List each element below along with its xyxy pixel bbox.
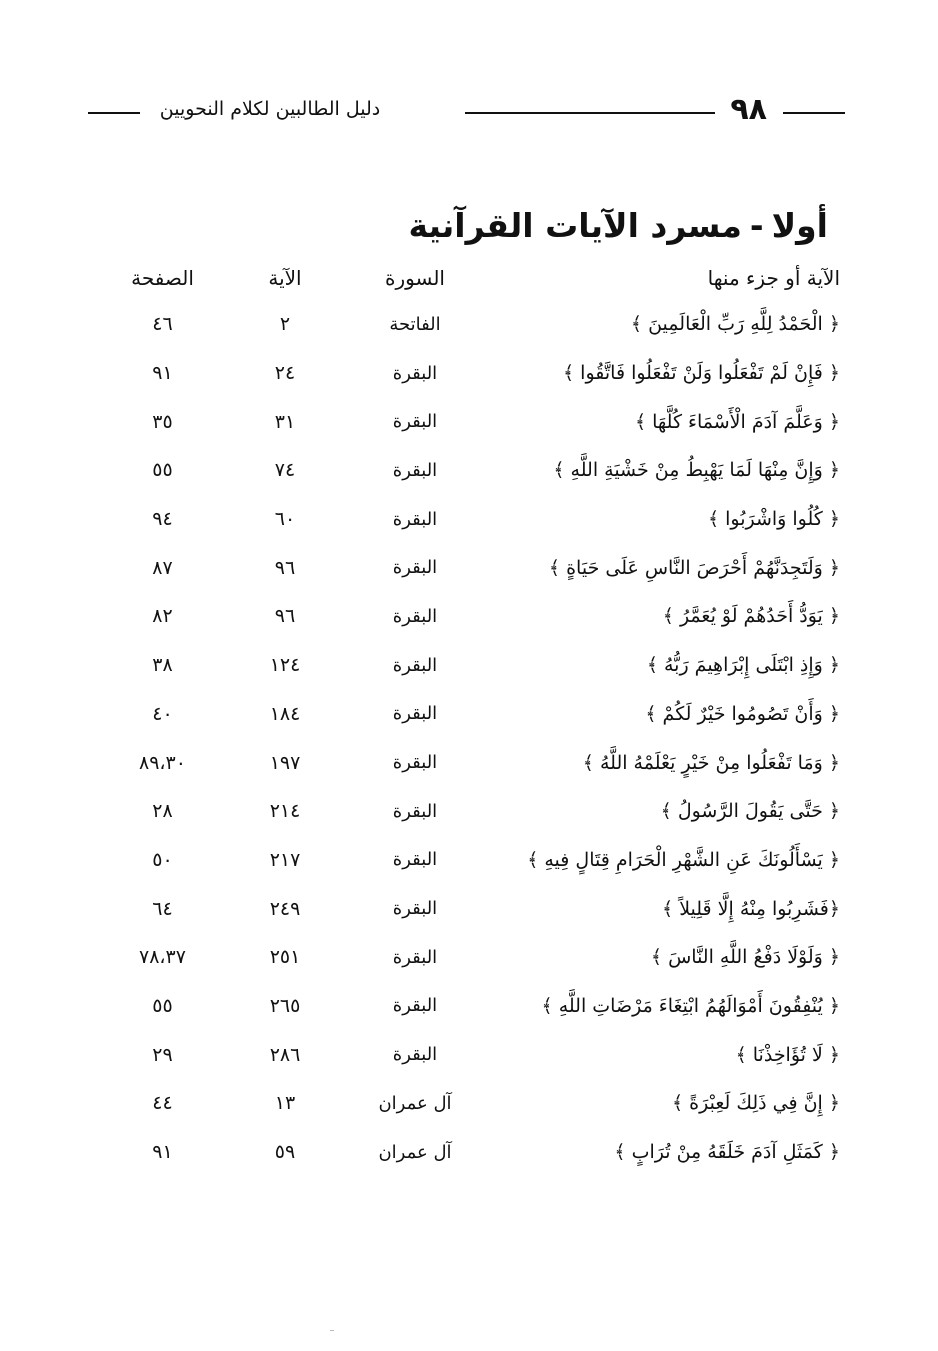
surah-cell: آل عمران [378, 1092, 452, 1114]
verse-index-table [100, 256, 840, 1176]
header-rule-right [783, 112, 845, 114]
page-number-cell: ٨٢ [152, 605, 173, 628]
table-row [100, 592, 840, 641]
page-number-cell: ٦٤ [152, 897, 173, 920]
section-separator: - [749, 206, 764, 245]
aya-number-cell: ١٣ [274, 1092, 296, 1115]
aya-number-cell: ٥٩ [274, 1141, 296, 1164]
column-header-surah: السورة [385, 266, 445, 290]
page-number-cell: ٧٨،٣٧ [139, 946, 186, 969]
running-header [88, 90, 845, 130]
surah-cell: البقرة [392, 898, 438, 920]
surah-cell: البقرة [392, 557, 438, 579]
aya-number-cell: ٧٤ [274, 459, 296, 482]
aya-number-cell: ٩٦ [274, 605, 296, 628]
page-number-cell: ٨٩،٣٠ [139, 751, 186, 774]
surah-cell: البقرة [392, 459, 438, 481]
aya-number-cell: ١٨٤ [269, 702, 301, 725]
table-row [100, 836, 840, 885]
verse-cell: ﴿ لَا تُؤَاخِذْنَا ﴾ [735, 1043, 840, 1066]
section-heading [408, 200, 828, 252]
column-header-aya: الآية [268, 266, 302, 290]
page-number-cell: ٩١ [152, 1141, 173, 1164]
table-row [100, 446, 840, 495]
verse-cell: ﴿ حَتَّى يَقُولَ الرَّسُولُ ﴾ [660, 800, 840, 823]
verse-cell: ﴿ يَوَدُّ أَحَدُهُمْ لَوْ يُعَمَّرُ ﴾ [662, 605, 840, 628]
verse-cell: ﴿ كُلُوا وَاشْرَبُوا ﴾ [707, 508, 840, 531]
aya-number-cell: ٢١٤ [269, 800, 301, 823]
page-number-cell: ٥٥ [152, 994, 173, 1017]
surah-cell: البقرة [392, 849, 438, 871]
page-number-cell: ٤٠ [152, 702, 173, 725]
surah-cell: البقرة [392, 508, 438, 530]
footer-mark [330, 1330, 334, 1331]
table-row [100, 933, 840, 982]
aya-number-cell: ٢٤٩ [269, 897, 301, 920]
verse-cell: ﴿ وَلَوْلَا دَفْعُ اللَّهِ النَّاسَ ﴾ [650, 946, 840, 969]
verse-cell: ﴿ وَإِذِ ابْتَلَى إِبْرَاهِيمَ رَبُّهُ ﴾ [646, 654, 840, 677]
table-row [100, 1079, 840, 1128]
table-row [100, 495, 840, 544]
aya-number-cell: ٣١ [274, 410, 296, 433]
header-rule-middle [465, 112, 715, 114]
table-row [100, 1030, 840, 1079]
surah-cell: البقرة [392, 995, 438, 1017]
verse-cell: ﴿ وَإِنَّ مِنْهَا لَمَا يَهْبِطُ مِنْ خَشْيَةِ اللَّهِ ﴾ [553, 459, 840, 482]
surah-cell: البقرة [392, 411, 438, 433]
page-number: ٩٨ [730, 92, 767, 127]
aya-number-cell: ٩٦ [274, 556, 296, 579]
table-row [100, 397, 840, 446]
aya-number-cell: ٢٨٦ [269, 1043, 301, 1066]
section-number: أولا [771, 206, 828, 245]
table-row [100, 982, 840, 1031]
table-row [100, 738, 840, 787]
table-row [100, 300, 840, 349]
page-number-cell: ٩٤ [152, 508, 173, 531]
aya-number-cell: ٦٠ [274, 508, 296, 531]
table-row [100, 884, 840, 933]
verse-cell: ﴿ فَإِنْ لَمْ تَفْعَلُوا وَلَنْ تَفْعَلُوا فَاتَّقُوا ﴾ [563, 362, 840, 385]
aya-number-cell: ٢ [279, 313, 291, 336]
table-row [100, 349, 840, 398]
page-number-cell: ٥٠ [152, 848, 173, 871]
surah-cell: البقرة [392, 946, 438, 968]
verse-cell: ﴿ يَسْأَلُونَكَ عَنِ الشَّهْرِ الْحَرَامِ قِتَالٍ فِيهِ ﴾ [527, 848, 840, 871]
page-number-cell: ٣٥ [152, 410, 173, 433]
surah-cell: البقرة [392, 1044, 438, 1066]
section-title: مسرد الآيات القرآنية [408, 206, 742, 245]
aya-number-cell: ٢١٧ [269, 848, 301, 871]
table-row [100, 1128, 840, 1177]
header-rule-left [88, 112, 140, 114]
page-number-cell: ٩١ [152, 362, 173, 385]
verse-cell: ﴿ وَمَا تَفْعَلُوا مِنْ خَيْرٍ يَعْلَمْهُ اللَّهُ ﴾ [582, 751, 840, 774]
surah-cell: البقرة [392, 703, 438, 725]
surah-cell: البقرة [392, 654, 438, 676]
table-row [100, 690, 840, 739]
page-number-cell: ٢٩ [152, 1043, 173, 1066]
page-number-cell: ٤٦ [152, 313, 173, 336]
verse-cell: ﴿ يُنْفِقُونَ أَمْوَالَهُمُ ابْتِغَاءَ مَرْضَاتِ اللَّهِ ﴾ [541, 994, 840, 1017]
page-number-cell: ٨٧ [152, 556, 173, 579]
table-row [100, 543, 840, 592]
aya-number-cell: ٢٥١ [269, 946, 301, 969]
page-number-cell: ٢٨ [152, 800, 173, 823]
surah-cell: البقرة [392, 752, 438, 774]
surah-cell: البقرة [392, 800, 438, 822]
verse-cell: ﴿فَشَرِبُوا مِنْهُ إِلَّا قَلِيلاً ﴾ [662, 897, 840, 920]
aya-number-cell: ٢٦٥ [269, 994, 301, 1017]
table-row [100, 787, 840, 836]
aya-number-cell: ١٩٧ [269, 751, 301, 774]
page-number-cell: ٤٤ [152, 1092, 173, 1115]
table-body [100, 300, 840, 1176]
verse-cell: ﴿ كَمَثَلِ آدَمَ خَلَقَهُ مِنْ تُرَابٍ ﴾ [614, 1141, 840, 1164]
table-header-row [100, 256, 840, 300]
surah-cell: البقرة [392, 362, 438, 384]
page-number-cell: ٣٨ [152, 654, 173, 677]
book-title: دليل الطالبين لكلام النحويين [159, 98, 381, 120]
surah-cell: البقرة [392, 605, 438, 627]
verse-cell: ﴿ وَلَتَجِدَنَّهُمْ أَحْرَصَ النَّاسِ عَلَى حَيَاةٍ ﴾ [548, 556, 840, 579]
verse-cell: ﴿ الْحَمْدُ لِلَّهِ رَبِّ الْعَالَمِينَ ﴾ [630, 313, 840, 336]
verse-cell: ﴿ إِنَّ فِي ذَلِكَ لَعِبْرَةً ﴾ [671, 1092, 840, 1115]
aya-number-cell: ٢٤ [274, 362, 296, 385]
column-header-verse: الآية أو جزء منها [707, 266, 840, 290]
page-number-cell: ٥٥ [152, 459, 173, 482]
verse-cell: ﴿ وَعَلَّمَ آدَمَ الْأَسْمَاءَ كُلَّهَا ﴾ [634, 410, 840, 433]
table-row [100, 641, 840, 690]
verse-cell: ﴿ وَأَنْ تَصُومُوا خَيْرٌ لَكُمْ ﴾ [645, 702, 840, 725]
surah-cell: الفاتحة [389, 313, 441, 335]
aya-number-cell: ١٢٤ [269, 654, 301, 677]
column-header-page: الصفحة [131, 266, 194, 290]
surah-cell: آل عمران [378, 1141, 452, 1163]
